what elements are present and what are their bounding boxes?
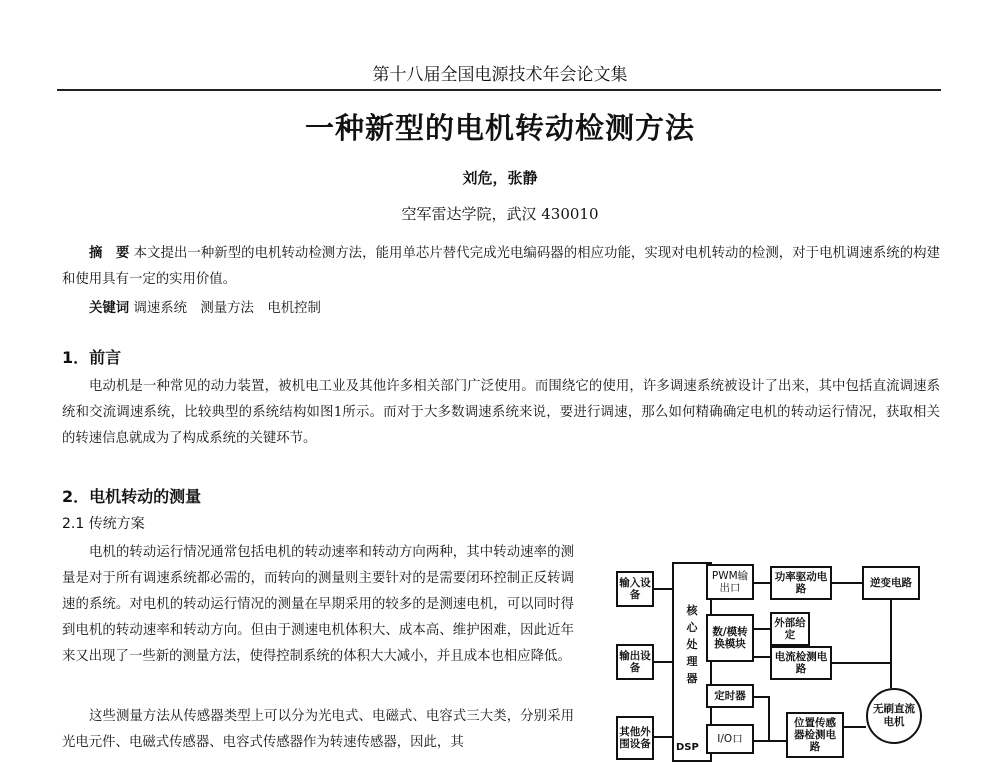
connector <box>654 588 672 590</box>
input-device-box: 输入设备 <box>616 571 654 607</box>
external-given-box: 外部给定 <box>770 612 810 646</box>
current-detect-box: 电流检测电路 <box>770 646 832 680</box>
inverter-box: 逆变电路 <box>862 566 920 600</box>
connector <box>768 696 770 740</box>
connector <box>754 628 770 630</box>
abstract-text: 本文提出一种新型的电机转动检测方法，能用单芯片替代完成光电编码器的相应功能，实现对电机转动的检测，对于电机调速系统的构建和使用具有一定的实用价值。 <box>62 246 941 287</box>
section-1-heading: 1．前言 <box>62 348 122 367</box>
section-2-1-para-1: 电机的转动运行情况通常包括电机的转动速率和转动方向两种，其中转动速率的测量是对于所有调速系统都必需的，而转向的测量则主要针对的是需要闭环控制正反转调速的系统。对电机的转动运行情况的测量在早期采用的较多的是测速电机，可以同时得到电机的转动速率和转动方向。但由于测速电机体积大、成本高、维护困难，因此近年来又出现了一些新的测量方法，使得控制系统的体积大大减小，并且成本也相应降低。 <box>62 545 574 664</box>
keywords-label: 关键词 <box>89 300 130 316</box>
adc-box: 数/模转换模块 <box>706 614 754 662</box>
connector <box>754 740 786 742</box>
section-2-1-para-2: 这些测量方法从传感器类型上可以分为光电式、电磁式、电容式三大类，分别采用光电元件、电磁式传感器、电容式传感器作为转速传感器，因此，其 <box>62 709 574 750</box>
motor-circle: 无刷直流电机 <box>866 688 922 744</box>
system-block-diagram <box>610 556 940 759</box>
abstract <box>62 240 940 293</box>
authors: 刘危，张静 <box>462 169 538 187</box>
connector <box>654 661 672 663</box>
core-processor-label: 核心处理器 <box>686 604 698 685</box>
proceedings-header: 第十八届全国电源技术年会论文集 <box>372 65 628 85</box>
position-sensor-box: 位置传感器检测电路 <box>786 712 844 758</box>
io-box: I/O口 <box>706 724 754 754</box>
pwm-box: PWM输出口 <box>706 564 754 600</box>
section-1-text: 电动机是一种常见的动力装置，被机电工业及其他许多相关部门广泛使用。而围绕它的使用，许多调速系统被设计了出来，其中包括直流调速系统和交流调速系统，比较典型的系统结构如图1所示。而对于大多数调速系统来说，要进行调速，那么如何精确确定电机的转动运行情况，获取相关的转速信息就成为了构成系统的关键环节。 <box>62 379 940 446</box>
affiliation: 空军雷达学院，武汉 430010 <box>401 205 599 223</box>
keywords-text: 调速系统 测量方法 电机控制 <box>133 301 321 316</box>
other-device-box: 其他外围设备 <box>616 716 654 760</box>
connector <box>844 726 866 728</box>
section-2-heading: 2．电机转动的测量 <box>62 487 202 506</box>
connector <box>754 582 770 584</box>
section-2-1-heading: 2.1 传统方案 <box>62 516 145 532</box>
connector <box>754 656 770 658</box>
header-rule <box>57 89 941 91</box>
power-driver-box: 功率驱动电路 <box>770 566 832 600</box>
keywords <box>62 295 940 322</box>
output-device-box: 输出设备 <box>616 644 654 680</box>
paper-title: 一种新型的电机转动检测方法 <box>304 111 695 145</box>
connector <box>654 736 672 738</box>
connector <box>890 600 892 688</box>
connector <box>832 662 890 664</box>
timer-box: 定时器 <box>706 684 754 708</box>
abstract-label: 摘 要 <box>89 245 130 261</box>
dsp-label: DSP <box>676 742 699 753</box>
connector <box>832 582 862 584</box>
